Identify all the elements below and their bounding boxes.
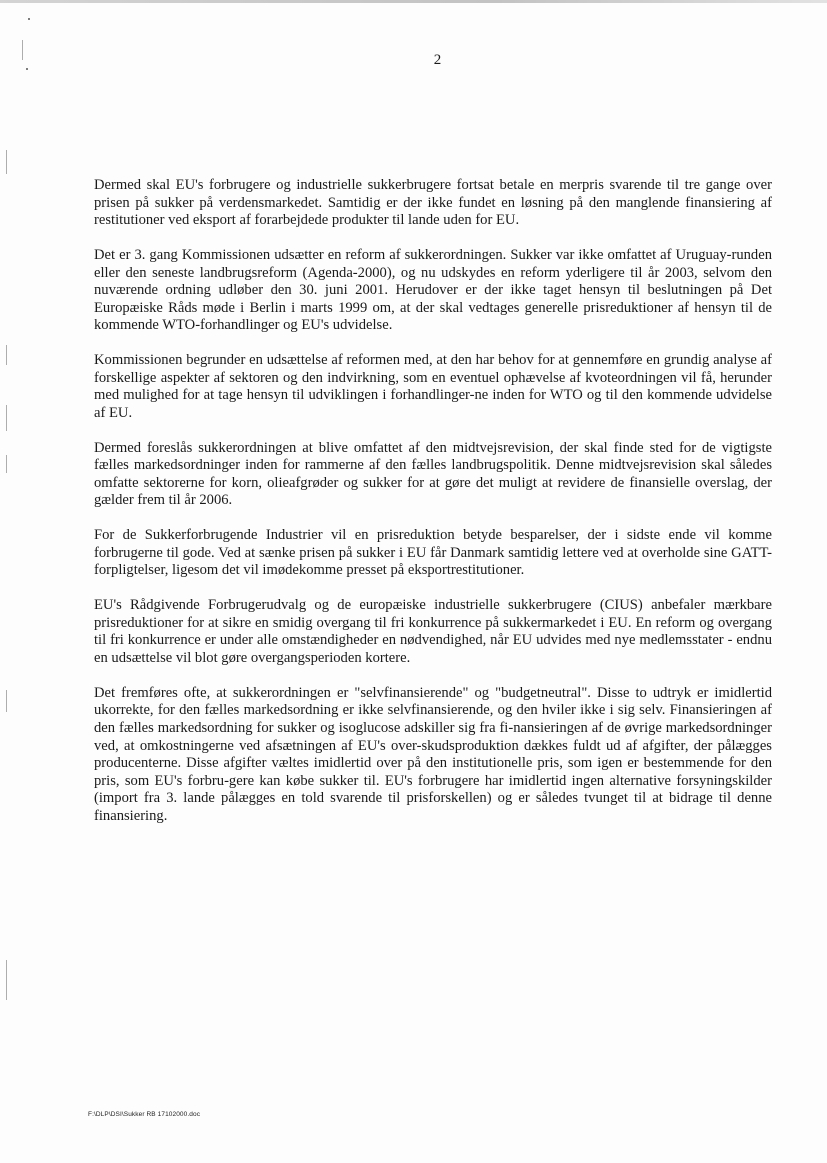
paragraph: Det er 3. gang Kommissionen udsætter en reform af sukkerordningen. Sukker var ikke omfattet af Uruguay-runden eller den seneste landbrugsreform (Agenda-2000), og nu udskydes en reform yderligere til år 2003, selvom den nuværende ordning udløber den 30. juni 2001. Herudover er der ikke taget hensyn til beslutningen på Det Europæiske Råds møde i Berlin i marts 1999 om, at der skal vedtages generelle prisreduktioner af hensyn til de kommende WTO-forhandlinger og EU's udvidelse. (94, 246, 772, 334)
scan-margin-mark (6, 405, 7, 431)
paragraph: EU's Rådgivende Forbrugerudvalg og de europæiske industrielle sukkerbrugere (CIUS) anbefaler mærkbare prisreduktioner for at sikre en smidig overgang til fri konkurrence på sukkermarkedet i EU. En reform og overgang til fri konkurrence er under alle omstændigheder en nødvendighed, når EU udvides med nye medlemsstater - endnu en udsættelse vil blot gøre overgangsperioden kortere. (94, 597, 772, 666)
page-number: 2 (433, 52, 442, 68)
scan-speck (28, 18, 30, 20)
body-text (94, 177, 772, 843)
scan-margin-mark (6, 345, 7, 365)
scan-margin-mark (6, 690, 7, 712)
paragraph: Dermed skal EU's forbrugere og industrielle sukkerbrugere fortsat betale en merpris svarende til tre gange over prisen på sukker på verdensmarkedet. Samtidig er der ikke fundet en løsning på den manglende finansiering af restitutioner ved eksport af forarbejdede produkter til lande uden for EU. (94, 177, 772, 229)
scan-margin-mark (6, 960, 7, 1000)
paragraph: For de Sukkerforbrugende Industrier vil en prisreduktion betyde besparelser, der i sidste ende vil komme forbrugerne til gode. Ved at sænke prisen på sukker i EU får Danmark samtidig lettere ved at overholde sine GATT-forpligtelser, ligesom det vil imødekomme presset på eksportrestitutioner. (94, 527, 772, 579)
paragraph: Det fremføres ofte, at sukkerordningen er "selvfinansierende" og "budgetneutral". Disse to udtryk er imidlertid ukorrekte, for den fælles markedsordning er ikke selvfinansierende, og den hviler ikke i sig selv. Finansieringen af den fælles markedsordning for sukker og isoglucose adskiller sig fra fi-nansieringen af de øvrige markedsordninger ved, at omkostningerne ved afsætningen af EU's over-skudsproduktion dækkes fuldt ud af afgifter, der pålægges producenterne. Disse afgifter væltes imidlertid over på den institutionelle pris, som igen er bestemmende for den pris, som EU's forbru-gere kan købe sukker til. EU's forbrugere har imidlertid ingen alternative forsyningskilder (import fra 3. lande pålægges en told svarende til prisforskellen) og er således tvunget til at bidrage til denne finansiering. (94, 684, 772, 824)
scan-edge (0, 0, 827, 3)
paragraph: Kommissionen begrunder en udsættelse af reformen med, at den har behov for at gennemføre en grundig analyse af forskellige aspekter af sektoren og den indvirkning, som en eventuel ophævelse af kvoteordningen vil få, herunder med mulighed for at tage hensyn til udviklingen i forhandlinger-ne inden for WTO og til den kommende udvidelse af EU. (94, 352, 772, 421)
scan-margin-mark (6, 455, 7, 473)
paragraph: Dermed foreslås sukkerordningen at blive omfattet af den midtvejsrevision, der skal finde sted for de vigtigste fælles markedsordninger inden for rammerne af den fælles landbrugspolitik. Denne midtvejsrevision skal således omfatte sektorerne for korn, olieafgrøder og sukker for at gøre det muligt at revidere de finansielle overslag, der gælder frem til år 2006. (94, 439, 772, 509)
footer-file-path: F:\DLP\DSI\Sukker RB 17102000.doc (88, 1111, 201, 1118)
scan-margin-mark (6, 150, 7, 174)
